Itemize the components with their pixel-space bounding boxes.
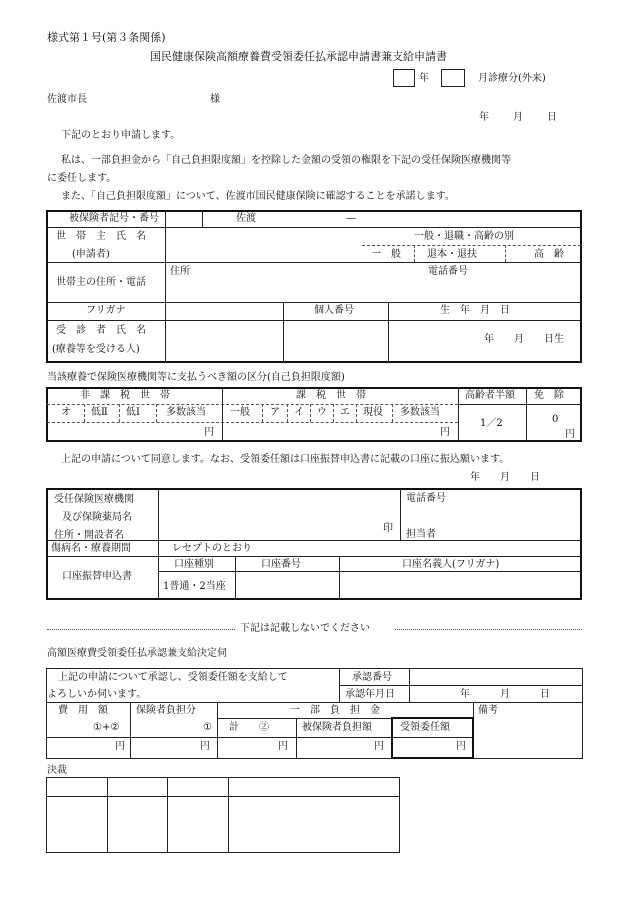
copay-label: 一 部 負 担 金	[290, 705, 380, 716]
elderly-half-header: 高齢者半額	[465, 390, 515, 401]
approval-stamp-table	[46, 777, 400, 853]
approval-date-value[interactable]: 年 月 日	[460, 689, 550, 700]
intro-line1: 下記のとおり申請します。	[61, 130, 181, 141]
exempt-yen: 円	[565, 429, 575, 440]
limit-nontax-low2[interactable]: 低Ⅱ	[91, 407, 108, 418]
consent-date[interactable]: 年 月 日	[470, 472, 540, 483]
year-suffix: 年	[419, 73, 429, 84]
dob-value[interactable]: 年 月 日生	[484, 334, 564, 345]
address-phone-label: 世帯主の住所・電話	[56, 277, 146, 288]
insured-copay-label: 被保険者負担額	[302, 722, 372, 733]
furigana-label: フリガナ	[86, 305, 126, 316]
personal-number-label: 個人番号	[314, 305, 354, 316]
category-retired[interactable]: 退本・退扶	[427, 249, 477, 260]
form-title: 国民健康保険高額療養費受領委任払承認申請書兼支給申請書	[150, 50, 447, 63]
intro-line2b: に委任します。	[47, 173, 117, 184]
account-type-label: 口座種別	[174, 559, 214, 570]
cost-label: 費 用 額	[58, 705, 108, 716]
delegated-yen: 円	[456, 741, 466, 752]
date-year: 年	[479, 112, 489, 123]
month-suffix: 月診療分(外来)	[478, 73, 546, 84]
approval-date-label: 承認年月日	[345, 689, 395, 700]
insurer-share-sub: ①	[203, 722, 212, 733]
limit-nontax-multiple[interactable]: 多数該当	[166, 407, 206, 418]
insurer-share-label: 保険者負担分	[136, 705, 196, 716]
month-input[interactable]	[441, 69, 465, 87]
institution-label-3: 住所・開設者名	[54, 530, 124, 541]
seal-mark: 印	[383, 523, 393, 534]
insured-number-label: 被保険者記号・番号	[69, 213, 159, 224]
total-yen: 円	[278, 741, 288, 752]
delegated-amount-label: 受領委任額	[400, 722, 450, 733]
injury-period-label: 傷病名・療養期間	[51, 543, 131, 554]
transfer-label: 口座振替申込書	[62, 571, 132, 582]
limit-taxed-u[interactable]: ウ	[317, 407, 327, 418]
form-number: 様式第１号(第３条関係)	[47, 31, 166, 44]
limit-taxed-a[interactable]: ア	[270, 407, 280, 418]
exempt-value[interactable]: 0	[552, 414, 559, 425]
insured-copay-yen: 円	[374, 741, 384, 752]
patient-name-label: 受 診 者 氏 名	[56, 325, 146, 336]
addressee-suffix: 様	[210, 94, 220, 105]
taxed-header: 課 税 世 帯	[296, 390, 366, 401]
decision-text-2: よろしいか伺います。	[47, 689, 147, 700]
householder-name-label: 世 帯 主 氏 名	[56, 231, 146, 242]
year-input[interactable]	[393, 69, 415, 87]
nontax-header: 非 課 税 世 帯	[80, 390, 170, 401]
institution-phone-label: 電話番号	[406, 493, 446, 504]
institution-staff-label: 担当者	[406, 529, 436, 540]
address-label: 住所	[170, 266, 190, 277]
approval-number-label: 承認番号	[352, 672, 392, 683]
consent-text: 上記の申請について同意します。なお、受領委任額は口座振替申込書に記載の口座に振込願います。	[61, 454, 510, 465]
limit-taxed-i[interactable]: イ	[294, 407, 304, 418]
institution-label-1: 受任保険医療機関	[54, 494, 134, 505]
limit-taxed-active[interactable]: 現役	[363, 407, 383, 418]
limit-caption: 当該療養で保険医療機関等に支払うべき額の区分(自己負担限度額)	[47, 372, 345, 383]
intro-line2a: 私は、一部負担金から「自己負担限度額」を控除した金額の受領の権限を下記の受任保険医療機関等	[61, 155, 511, 166]
exempt-header: 免 除	[534, 390, 564, 401]
limit-taxed-e[interactable]: エ	[340, 407, 350, 418]
account-number-label: 口座番号	[261, 559, 301, 570]
limit-taxed-general[interactable]: 一般	[230, 407, 250, 418]
account-type-value[interactable]: 1普通・2当座	[163, 581, 226, 592]
addressee: 佐渡市長	[47, 94, 87, 105]
limit-nontax-yen: 円	[204, 427, 214, 438]
cost-sub: ①+②	[93, 722, 120, 733]
patient-sub-label: (療養等を受ける人)	[52, 344, 140, 355]
category-general[interactable]: 一 般	[371, 249, 401, 260]
approval-label: 決裁	[47, 765, 67, 776]
category-label: 一般・退職・高齢の別	[414, 231, 514, 242]
office-divider: 下記は記載しないでください	[240, 623, 370, 634]
account-holder-label: 口座名義人(フリガナ)	[402, 559, 500, 570]
notes-label: 備考	[478, 705, 498, 716]
applicant-sub-label: (申請者)	[72, 249, 110, 260]
date-month: 月	[513, 112, 523, 123]
date-day: 日	[547, 112, 557, 123]
institution-label-2: 及び保険薬局名	[62, 512, 132, 523]
limit-taxed-yen: 円	[440, 427, 450, 438]
cost-yen: 円	[115, 741, 125, 752]
decision-text-1: 上記の申請について承認し、受領委任額を支給して	[58, 672, 288, 683]
intro-line3: また、「自己負担限度額」について、佐渡市国民健康保険に確認することを承諾します。	[61, 191, 455, 202]
elderly-half-value[interactable]: 1／2	[480, 418, 503, 429]
limit-nontax-low1[interactable]: 低Ⅰ	[126, 407, 140, 418]
copay-total-label: 計 ②	[229, 722, 269, 733]
limit-taxed-multiple[interactable]: 多数該当	[400, 407, 440, 418]
category-elderly[interactable]: 高 齢	[534, 249, 564, 260]
dob-label: 生 年 月 日	[440, 305, 510, 316]
decision-title: 高額医療費受領委任払承認兼支給決定伺	[47, 648, 227, 659]
phone-label: 電話番号	[428, 266, 468, 277]
limit-nontax-o[interactable]: オ	[61, 407, 71, 418]
insurer-yen: 円	[200, 741, 210, 752]
injury-period-value[interactable]: レセプトのとおり	[172, 543, 252, 554]
insured-number-value[interactable]: 佐渡 —	[236, 213, 356, 224]
